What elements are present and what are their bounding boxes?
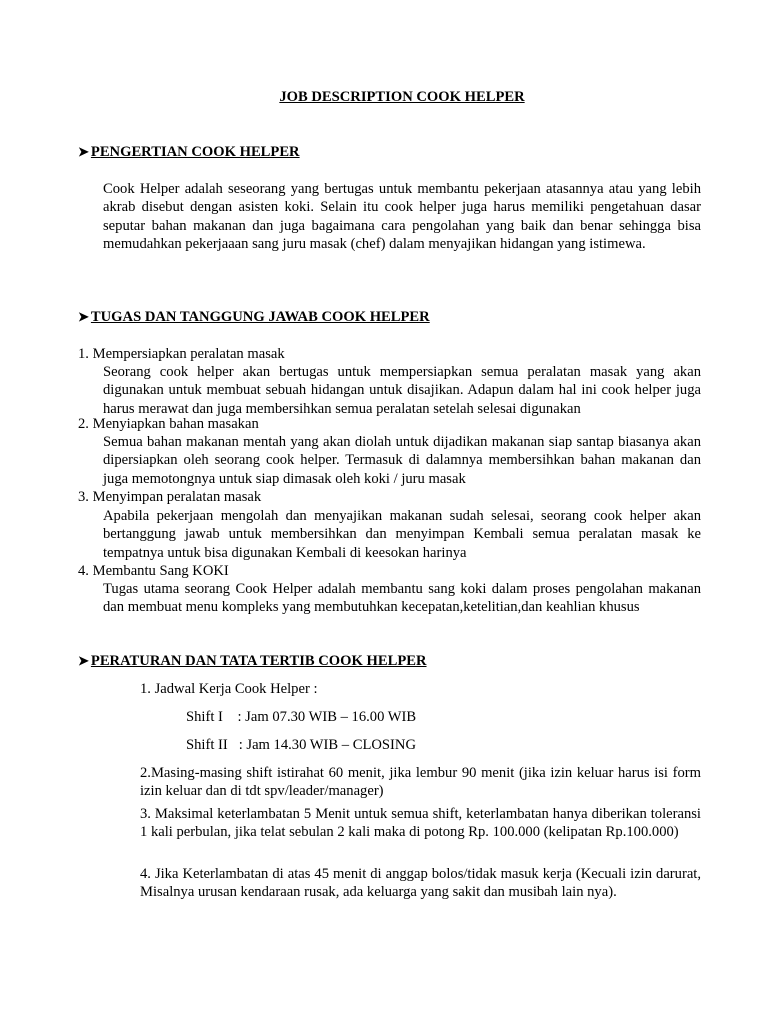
section-heading-pengertian bbox=[78, 143, 300, 161]
section-heading-text: PENGERTIAN COOK HELPER bbox=[90, 144, 300, 160]
arrow-bullet-icon: ➤ bbox=[78, 309, 89, 324]
task-item-text: Semua bahan makanan mentah yang akan diolah untuk dijadikan makanan siap santap biasanya akan dipersiapkan oleh seorang cook helper. Termasuk di dalamnya membersihkan bahan makanan dan juga memotongnya untuk siap dimasak oleh koki / juru masak bbox=[103, 434, 701, 487]
arrow-bullet-icon: ➤ bbox=[78, 653, 89, 668]
shift-row-2: Shift II : Jam 14.30 WIB – CLOSING bbox=[186, 737, 416, 753]
rule-keterlambatan: 3. Maksimal keterlambatan 5 Menit untuk semua shift, keterlambatan hanya diberikan toleransi 1 kali perbulan, jika telat sebulan 2 kali maka di potong Rp. 100.000 (kelipatan Rp.100.000) bbox=[140, 806, 701, 841]
section-heading-peraturan bbox=[78, 652, 427, 670]
section-heading-tugas bbox=[78, 308, 430, 326]
task-item-text: Apabila pekerjaan mengolah dan menyajikan makanan sudah selesai, seorang cook helper akan bertanggung jawab untuk membersihkan dan menyimpan Kembali semua peralatan masak ke tempatnya untuk bisa digunakan Kembali di keesokan harinya bbox=[103, 508, 701, 561]
rule-istirahat: 2.Masing-masing shift istirahat 60 menit, jika lembur 90 menit (jika izin keluar harus isi form izin keluar dan di tdt spv/leader/manager) bbox=[140, 765, 701, 800]
rule-jadwal: 1. Jadwal Kerja Cook Helper : bbox=[140, 681, 318, 697]
section-heading-text: TUGAS DAN TANGGUNG JAWAB COOK HELPER bbox=[90, 309, 430, 325]
arrow-bullet-icon: ➤ bbox=[78, 144, 89, 159]
shift-row-1: Shift I : Jam 07.30 WIB – 16.00 WIB bbox=[186, 709, 417, 725]
task-item-label: 1. Mempersiapkan peralatan masak bbox=[78, 346, 285, 362]
task-item-label: 3. Menyimpan peralatan masak bbox=[78, 489, 262, 505]
rule-bolos: 4. Jika Keterlambatan di atas 45 menit di anggap bolos/tidak masuk kerja (Kecuali izin darurat, Misalnya urusan kendaraan rusak, ada keluarga yang sakit dan musibah lain nya). bbox=[140, 866, 701, 901]
section-paragraph-pengertian: Cook Helper adalah seseorang yang bertugas untuk membantu pekerjaan atasannya atau yang lebih akrab disebut dengan asisten koki. Selain itu cook helper juga harus memiliki pengetahuan dasar seputar bahan makanan dan juga bagaimana cara pengolahan yang baik dan benar sehingga bisa memudahkan pekerjaaan sang juru masak (chef) dalam menyajikan hidangan yang istimewa. bbox=[103, 181, 701, 252]
document-title: JOB DESCRIPTION COOK HELPER bbox=[279, 89, 525, 105]
section-heading-text: PERATURAN DAN TATA TERTIB COOK HELPER bbox=[90, 653, 427, 669]
task-item-text: Tugas utama seorang Cook Helper adalah membantu sang koki dalam proses pengolahan makanan dan membuat menu kompleks yang membutuhkan kecepatan,ketelitian,dan keahlian khusus bbox=[103, 581, 701, 616]
task-item-text: Seorang cook helper akan bertugas untuk mempersiapkan semua peralatan masak yang akan digunakan untuk membuat sebuah hidangan untuk disajikan. Adapun dalam hal ini cook helper juga harus merawat dan juga membersihkan semua peralatan setelah selesai digunakan bbox=[103, 364, 701, 417]
task-item-label: 4. Membantu Sang KOKI bbox=[78, 563, 229, 579]
task-item-label: 2. Menyiapkan bahan masakan bbox=[78, 416, 259, 432]
